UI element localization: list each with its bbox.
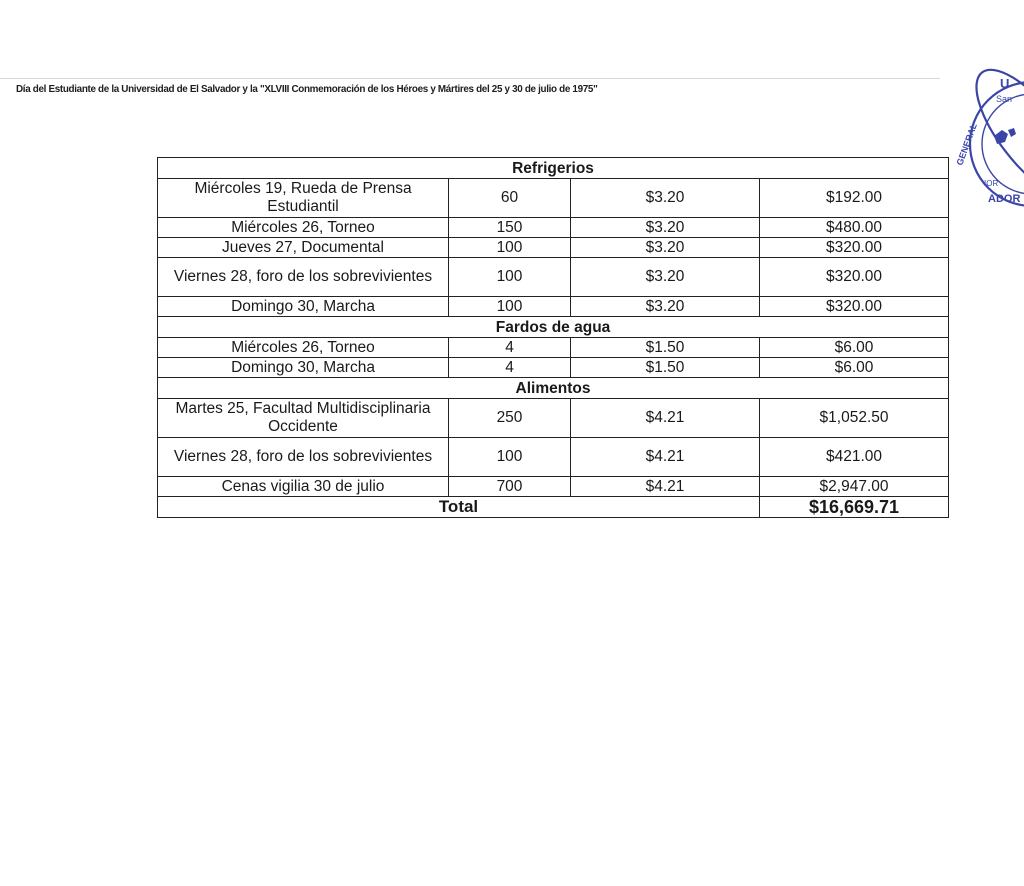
svg-text:San: San	[996, 94, 1013, 104]
item-cell: Domingo 30, Marcha	[158, 297, 449, 317]
table-row	[158, 258, 949, 297]
svg-text:U: U	[1000, 76, 1010, 91]
grand-total-value: $16,669.71	[760, 497, 949, 518]
qty-cell: 60	[449, 179, 571, 218]
item-cell: Viernes 28, foro de los sobrevivientes	[158, 438, 449, 477]
unit-price-cell: $3.20	[571, 238, 760, 258]
total-cell: $480.00	[760, 218, 949, 238]
item-cell: Domingo 30, Marcha	[158, 358, 449, 378]
item-cell: Miércoles 26, Torneo	[158, 218, 449, 238]
unit-price-cell: $3.20	[571, 258, 760, 297]
total-row	[158, 497, 949, 518]
item-cell: Miércoles 26, Torneo	[158, 338, 449, 358]
unit-price-cell: $4.21	[571, 438, 760, 477]
item-cell: Miércoles 19, Rueda de Prensa Estudiantil	[158, 179, 449, 218]
budget-table	[157, 157, 949, 518]
total-cell: $2,947.00	[760, 477, 949, 497]
table-row	[158, 218, 949, 238]
item-cell: Martes 25, Facultad Multidisciplinaria Occidente	[158, 399, 449, 438]
table-row	[158, 358, 949, 378]
qty-cell: 250	[449, 399, 571, 438]
section-header-refrigerios: Refrigerios	[158, 158, 949, 179]
svg-text:IOR: IOR	[984, 179, 999, 188]
table-row	[158, 297, 949, 317]
item-cell: Jueves 27, Documental	[158, 238, 449, 258]
qty-cell: 100	[449, 258, 571, 297]
qty-cell: 4	[449, 358, 571, 378]
unit-price-cell: $4.21	[571, 477, 760, 497]
item-cell: Cenas vigilia 30 de julio	[158, 477, 449, 497]
qty-cell: 4	[449, 338, 571, 358]
unit-price-cell: $4.21	[571, 399, 760, 438]
total-cell: $6.00	[760, 338, 949, 358]
total-cell: $320.00	[760, 238, 949, 258]
unit-price-cell: $1.50	[571, 338, 760, 358]
total-cell: $320.00	[760, 258, 949, 297]
qty-cell: 100	[449, 297, 571, 317]
table-row	[158, 477, 949, 497]
header-rule	[0, 78, 940, 79]
total-cell: $192.00	[760, 179, 949, 218]
qty-cell: 100	[449, 238, 571, 258]
svg-text:GENERAL: GENERAL	[954, 121, 979, 167]
unit-price-cell: $3.20	[571, 297, 760, 317]
table-row	[158, 438, 949, 477]
svg-text:ADOR: ADOR	[988, 193, 1021, 205]
item-cell: Viernes 28, foro de los sobrevivientes	[158, 258, 449, 297]
unit-price-cell: $1.50	[571, 358, 760, 378]
table-row	[158, 238, 949, 258]
section-header-alimentos: Alimentos	[158, 378, 949, 399]
table-row	[158, 338, 949, 358]
total-cell: $320.00	[760, 297, 949, 317]
total-cell: $6.00	[760, 358, 949, 378]
qty-cell: 700	[449, 477, 571, 497]
total-cell: $421.00	[760, 438, 949, 477]
unit-price-cell: $3.20	[571, 179, 760, 218]
section-header-fardos-de-agua: Fardos de agua	[158, 317, 949, 338]
table-row	[158, 179, 949, 218]
qty-cell: 150	[449, 218, 571, 238]
qty-cell: 100	[449, 438, 571, 477]
table-row	[158, 399, 949, 438]
total-label: Total	[158, 497, 760, 518]
total-cell: $1,052.50	[760, 399, 949, 438]
document-header: Día del Estudiante de la Universidad de El Salvador y la "XLVIII Conmemoración de los Héroes y Mártires del 25 y 30 de julio de 1975"	[16, 83, 598, 95]
unit-price-cell: $3.20	[571, 218, 760, 238]
